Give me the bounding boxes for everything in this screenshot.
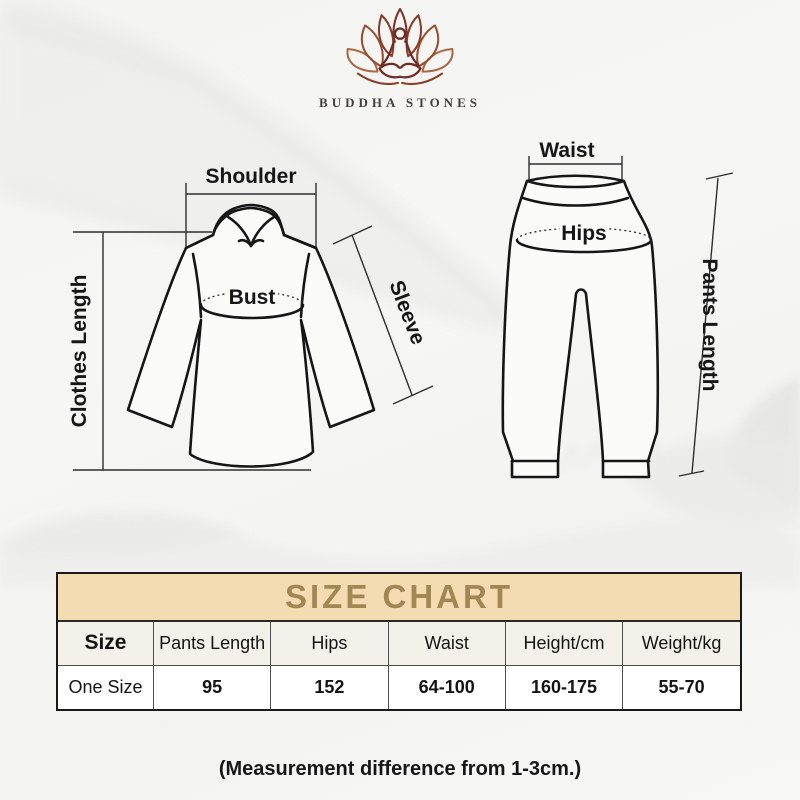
shirt-shoulder-label: Shoulder (205, 165, 297, 188)
brand-name: BUDDHA STONES (319, 95, 481, 110)
cell-weight-value: 55-70 (623, 665, 740, 709)
lotus-meditation-icon (338, 8, 462, 88)
pants-length-label: Pants Length (698, 258, 721, 392)
shirt-clothes-length-label: Clothes Length (68, 274, 91, 428)
pants-measurement-diagram (448, 128, 750, 502)
column-header-pants-length: Pants Length (153, 622, 270, 665)
column-header-waist: Waist (388, 622, 505, 665)
size-chart (56, 572, 742, 711)
pants-waist-label: Waist (539, 139, 595, 162)
size-chart-data-row (58, 665, 740, 709)
column-header-size: Size (58, 622, 153, 665)
column-header-hips: Hips (271, 622, 388, 665)
cell-pants-length-value: 95 (153, 665, 270, 709)
cell-height-value: 160-175 (505, 665, 622, 709)
size-chart-table (58, 622, 740, 709)
cell-waist-value: 64-100 (388, 665, 505, 709)
shirt-bust-label: Bust (228, 286, 276, 309)
shirt-sleeve-label: Sleeve (384, 277, 430, 348)
brand-logo (0, 8, 800, 111)
column-header-weight: Weight/kg (623, 622, 740, 665)
shirt-measurement-diagram (60, 140, 445, 488)
cell-hips-value: 152 (271, 665, 388, 709)
column-header-height: Height/cm (505, 622, 622, 665)
cell-size-value: One Size (58, 665, 153, 709)
pants-hips-label: Hips (561, 222, 607, 245)
size-chart-header-row (58, 622, 740, 665)
size-chart-title: SIZE CHART (58, 574, 740, 622)
measurement-note: (Measurement difference from 1-3cm.) (218, 758, 582, 780)
